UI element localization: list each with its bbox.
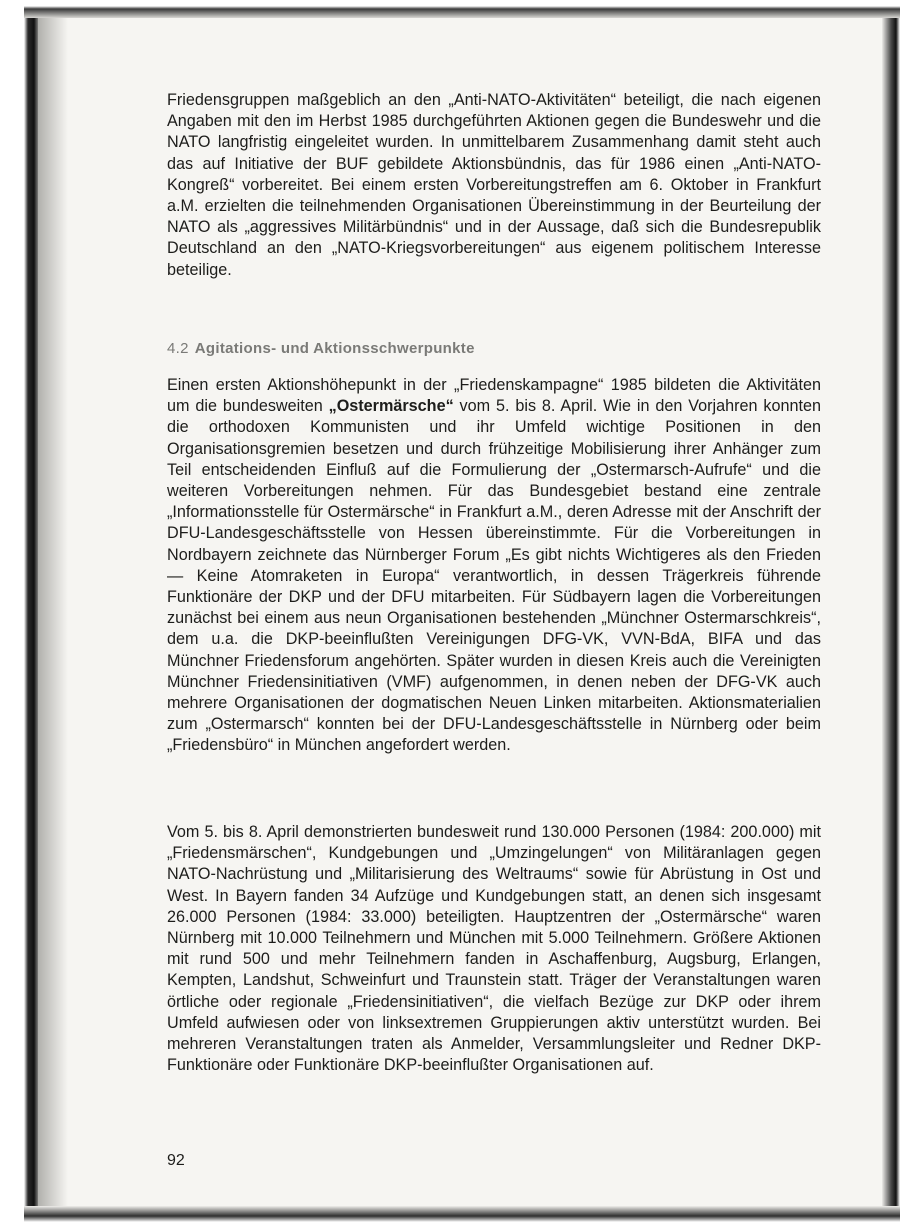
section-heading [167,339,475,359]
paragraph-text-start: Einen ersten Aktionshöhepunkt in der „Friedenskampagne“ 1985 bildeten die Aktivitäten um die bundesweiten [167,376,821,416]
gutter-shadow [38,0,68,1222]
section-number: 4.2 [167,340,189,357]
bold-term-ostermaersche: „Ostermärsche“ [328,397,454,416]
section-title: Agitations- und Aktionsschwerpunkte [194,340,475,357]
paragraph-friedensgruppen: Friedensgruppen maßgeblich an den „Anti-NATO-Aktivitäten“ beteiligt, die nach eigenen Angaben mit den im Herbst 1985 durchgeführten Aktionen gegen die Bundeswehr und die NATO langfristig eingeleitet wurden. In unmittelbarem Zusammenhang damit steht auch das auf Initiative der BUF gebildete Aktionsbündnis, das für 1986 einen „Anti-NATO-Kongreß“ vorbereitet. Bei einem ersten Vorbereitungstreffen am 6. Oktober in Frankfurt a.M. erzielten die teilnehmenden Organisationen Übereinstimmung in der Beurteilung der NATO als „aggressives Militärbündnis“ und in der Aussage, daß sich die Bundesrepublik Deutschland an den „NATO-Kriegsvorbereitungen“ aus eigenem politischem Interesse beteilige. [167,91,821,279]
page-top-edge [24,0,900,18]
paragraph-ostermaersche [167,375,821,757]
paragraph-demonstrationen: Vom 5. bis 8. April demonstrierten bundesweit rund 130.000 Personen (1984: 200.000) mit „Friedensmärschen“, Kundgebungen und „Umzingelungen“ von Militäranlagen gegen NATO-Nachrüstung und „Militarisierung des Weltraums“ sowie für Abrüstung in Ost und West. In Bayern fanden 34 Aufzüge und Kundgebungen statt, an denen sich insgesamt 26.000 Personen (1984: 33.000) beteiligten. Hauptzentren der „Ostermärsche“ waren Nürnberg mit 10.000 Teilnehmern und München mit 5.000 Teilnehmern. Größere Aktionen mit rund 500 und mehr Teilnehmern fanden in Aschaffenburg, Augsburg, Erlangen, Kempten, Landshut, Schweinfurt und Traunstein statt. Träger der Veranstaltungen waren örtliche oder regionale „Friedensinitiativen“, die vielfach Bezüge zur DKP oder ihrem Umfeld aufwiesen oder von linksextremen Gruppierungen aktiv unterstützt wurden. Bei mehreren Veranstaltungen traten als Anmelder, Versammlungsleiter und Redner DKP-Funktionäre oder Funktionäre DKP-beeinflußter Organisationen auf. [167,823,821,1075]
page-bottom-edge [24,1206,900,1222]
paragraph-text-rest: vom 5. bis 8. April. Wie in den Vorjahren konnten die orthodoxen Kommunisten und ihr Umfeld wichtige Positionen in den Organisationsgremien besetzen und durch frühzeitige Mobilisierung ihrer Anhänger zum Teil entscheidenden Einfluß auf die Formulierung der „Ostermarsch-Aufrufe“ und die weiteren Vorbereitungen nehmen. Für das Bundesgebiet bestand eine zentrale „Informationsstelle für Ostermärsche“ in Frankfurt a.M., deren Adresse mit der Anschrift der DFU-Landesgeschäftsstelle von Hessen übereinstimmte. Für die Vorbereitungen in Nordbayern zeichnete das Nürnberger Forum „Es gibt nichts Wichtigeres als den Frieden — Keine Atomraketen in Europa“ verantwortlich, in dessen Trägerkreis führende Funktionäre der DKP und der DFU mitarbeiten. Für Südbayern lagen die Vorbereitungen zunächst bei einem aus neun Organisationen bestehenden „Münchner Ostermarschkreis“, dem u.a. die DKP-beeinflußten Vereinigungen DFG-VK, VVN-BdA, BIFA und das Münchner Friedensforum angehörten. Später wurden in diesen Kreis auch die Vereinigten Münchner Friedensinitiativen (VMF) aufgenommen, in denen neben der DFG-VK auch mehrere Organisationen der dogmatischen Neuen Linken mitarbeiten. Aktionsmaterialien zum „Ostermarsch“ konnten bei der DFU-Landesgeschäftsstelle in Nürnberg oder beim „Friedensbüro“ in München angefordert werden. [167,397,821,755]
page-right-edge [882,18,900,1222]
page-number: 92 [167,1152,185,1169]
book-spine-edge [0,0,38,1222]
